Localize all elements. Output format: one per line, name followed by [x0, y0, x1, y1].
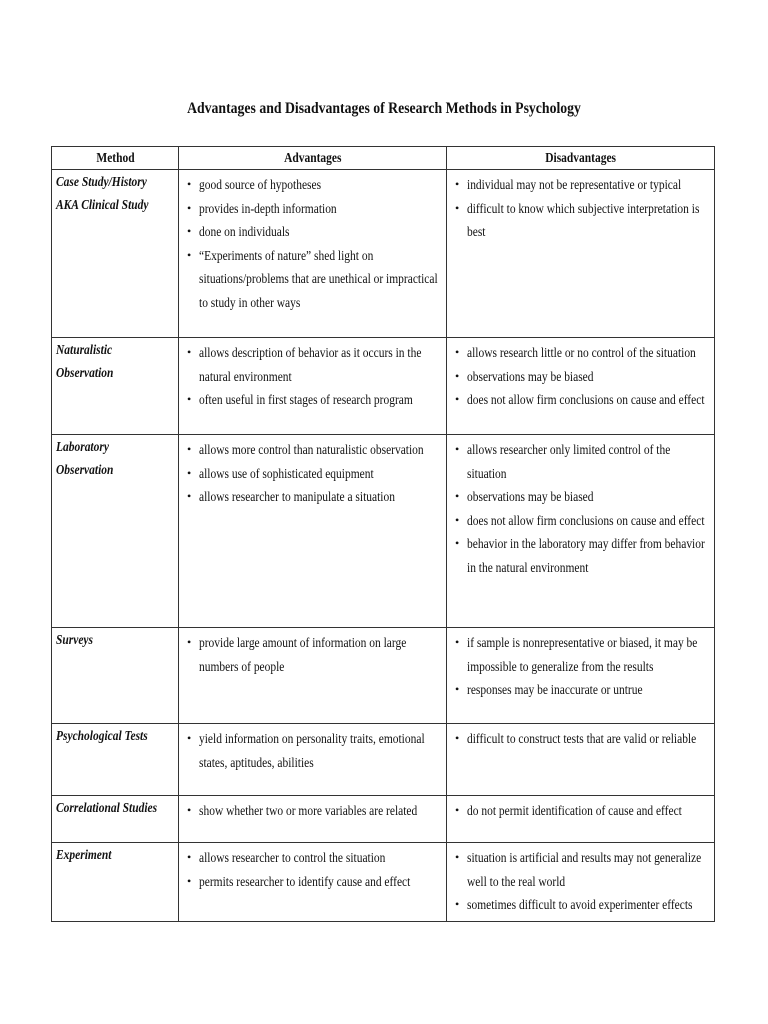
bullet-text: • show whether two or more variables are related	[199, 803, 418, 818]
advantages-cell	[179, 338, 447, 435]
method-cell	[52, 796, 179, 843]
list-item	[179, 388, 446, 412]
disadvantages-cell	[447, 170, 715, 338]
bullet-text: • observations may be biased	[467, 489, 594, 504]
bullet-text: • do not permit identification of cause and effect	[467, 803, 682, 818]
list-item	[179, 197, 446, 221]
bullet-text: • observations may be biased	[467, 368, 594, 384]
disadvantages-list	[447, 628, 714, 702]
disadvantages-list	[447, 435, 714, 579]
bullet-text: • does not allow firm conclusions on cause and effect	[467, 392, 705, 407]
bullet-text: • provide large amount of information on large numbers of people	[199, 635, 407, 674]
list-item	[447, 727, 714, 751]
disadvantages-list	[447, 170, 714, 244]
list-item	[447, 341, 714, 365]
bullet-text: • allows use of sophisticated equipment	[199, 465, 374, 481]
bullet-text: • individual may not be representative or typical	[467, 177, 682, 192]
method-cell	[52, 435, 179, 628]
bullet-text: • difficult to construct tests that are valid or reliable	[467, 731, 697, 746]
advantages-list	[179, 843, 446, 893]
table-row	[52, 843, 715, 922]
method-cell	[52, 628, 179, 724]
list-item	[447, 197, 714, 244]
list-item	[447, 365, 714, 389]
list-item	[179, 846, 446, 870]
list-item	[447, 799, 714, 823]
advantages-cell	[179, 435, 447, 628]
bullet-text: • done on individuals	[199, 224, 290, 239]
disadvantages-list	[447, 338, 714, 412]
bullet-text: • “Experiments of nature” shed light on situations/problems that are unethical or impractical to study in other ways	[199, 247, 438, 310]
method-label: Psychological Tests	[56, 728, 148, 743]
advantages-list	[179, 724, 446, 774]
list-item	[447, 678, 714, 702]
header-advantages: Advantages	[179, 147, 447, 170]
method-cell	[52, 843, 179, 922]
advantages-list	[179, 628, 446, 678]
bullet-text: • often useful in first stages of research program	[199, 392, 413, 407]
advantages-cell	[179, 724, 447, 796]
method-label: Laboratory Observation	[56, 439, 114, 477]
list-item	[447, 532, 714, 579]
table-header-row	[52, 147, 715, 170]
bullet-text: • behavior in the laboratory may differ from behavior in the natural environment	[467, 536, 705, 575]
bullet-text: • allows research little or no control of the situation	[467, 345, 696, 360]
disadvantages-cell	[447, 843, 715, 922]
list-item	[179, 244, 446, 315]
methods-table	[51, 146, 715, 922]
list-item	[447, 893, 714, 917]
method-label: Correlational Studies	[56, 800, 158, 815]
method-label: Experiment	[56, 847, 112, 862]
disadvantages-list	[447, 724, 714, 751]
advantages-list	[179, 796, 446, 823]
table-row	[52, 170, 715, 338]
bullet-text: • sometimes difficult to avoid experimenter effects	[467, 897, 693, 912]
method-label: Surveys	[56, 632, 93, 647]
list-item	[179, 485, 446, 509]
list-item	[179, 462, 446, 486]
bullet-text: • if sample is nonrepresentative or biased, it may be impossible to generalize from the results	[467, 635, 698, 674]
list-item	[179, 341, 446, 388]
bullet-text: • allows researcher only limited control of the situation	[467, 442, 671, 481]
bullet-text: • allows more control than naturalistic observation	[199, 442, 424, 457]
header-method: Method	[52, 147, 179, 170]
advantages-list	[179, 435, 446, 509]
bullet-text: • good source of hypotheses	[199, 177, 322, 192]
page-title: Advantages and Disadvantages of Research Methods in Psychology	[187, 100, 581, 117]
bullet-text: • allows description of behavior as it occurs in the natural environment	[199, 345, 422, 384]
disadvantages-cell	[447, 435, 715, 628]
bullet-text: • difficult to know which subjective interpretation is best	[467, 200, 700, 239]
method-cell	[52, 170, 179, 338]
advantages-list	[179, 170, 446, 314]
bullet-text: • situation is artificial and results may not generalize well to the real world	[467, 850, 702, 889]
bullet-text: • permits researcher to identify cause and effect	[199, 873, 411, 889]
disadvantages-cell	[447, 338, 715, 435]
method-label: Naturalistic Observation	[56, 342, 114, 380]
method-cell	[52, 338, 179, 435]
list-item	[179, 631, 446, 678]
list-item	[447, 846, 714, 893]
list-item	[447, 631, 714, 678]
advantages-cell	[179, 796, 447, 843]
list-item	[179, 173, 446, 197]
list-item	[179, 727, 446, 774]
list-item	[179, 220, 446, 244]
disadvantages-cell	[447, 628, 715, 724]
table-row	[52, 435, 715, 628]
list-item	[447, 509, 714, 533]
bullet-text: • responses may be inaccurate or untrue	[467, 682, 643, 697]
bullet-text: • allows researcher to control the situation	[199, 850, 386, 865]
list-item	[179, 438, 446, 462]
list-item	[447, 173, 714, 197]
disadvantages-list	[447, 796, 714, 823]
list-item	[179, 870, 446, 894]
method-label: Case Study/History AKA Clinical Study	[56, 174, 149, 212]
list-item	[447, 388, 714, 412]
advantages-list	[179, 338, 446, 412]
disadvantages-cell	[447, 724, 715, 796]
list-item	[447, 438, 714, 485]
bullet-text: • yield information on personality traits, emotional states, aptitudes, abilities	[199, 731, 425, 770]
disadvantages-cell	[447, 796, 715, 843]
table-row	[52, 338, 715, 435]
list-item	[447, 485, 714, 509]
header-disadvantages: Disadvantages	[447, 147, 715, 170]
bullet-text: • allows researcher to manipulate a situation	[199, 489, 395, 504]
advantages-cell	[179, 843, 447, 922]
method-cell	[52, 724, 179, 796]
bullet-text: • provides in-depth information	[199, 200, 337, 216]
advantages-cell	[179, 628, 447, 724]
advantages-cell	[179, 170, 447, 338]
table-row	[52, 724, 715, 796]
table-row	[52, 628, 715, 724]
list-item	[179, 799, 446, 823]
table-row	[52, 796, 715, 843]
disadvantages-list	[447, 843, 714, 917]
bullet-text: • does not allow firm conclusions on cause and effect	[467, 512, 705, 528]
